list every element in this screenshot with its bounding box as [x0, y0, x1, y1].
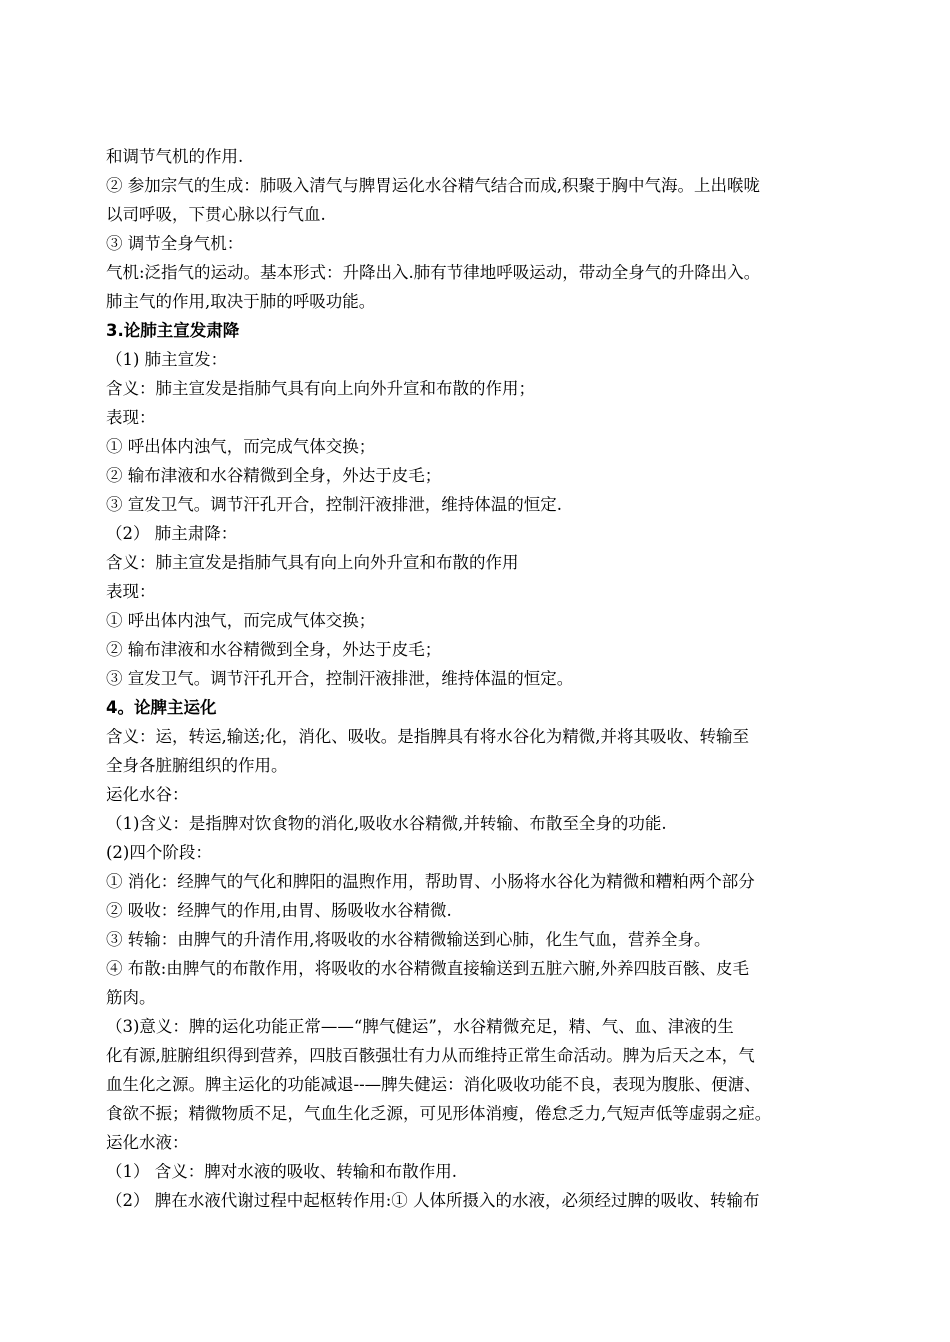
section-heading: 3.论肺主宣发肃降: [106, 321, 240, 340]
text-line: 筋肉。: [106, 988, 156, 1007]
text-line: （1） 含义：脾对水液的吸收、转输和布散作用.: [106, 1162, 457, 1181]
text-line: （1) 肺主宣发：: [106, 350, 228, 369]
text-line: 食欲不振；精微物质不足，气血生化乏源，可见形体消瘦，倦怠乏力,气短声低等虚弱之症。: [106, 1104, 772, 1123]
text-line: ① 消化：经脾气的气化和脾阳的温煦作用，帮助胃、小肠将水谷化为精微和糟粕两个部分: [106, 872, 755, 891]
text-line: 肺主气的作用,取决于肺的呼吸功能。: [106, 292, 376, 311]
text-line: 血生化之源。脾主运化的功能减退--—脾失健运：消化吸收功能不良，表现为腹胀、便溏、: [106, 1075, 761, 1094]
text-line: 含义：肺主宣发是指肺气具有向上向外升宣和布散的作用: [106, 553, 519, 572]
text-line: 含义：运，转运,输送;化，消化、吸收。是指脾具有将水谷化为精微,并将其吸收、转输至: [106, 727, 750, 746]
text-line: 气机:泛指气的运动。基本形式：升降出入.肺有节律地呼吸运动，带动全身气的升降出入。: [106, 263, 761, 282]
text-line: 运化水谷：: [106, 785, 189, 804]
text-line: 以司呼吸，下贯心脉以行气血.: [106, 205, 326, 224]
text-line: （2） 脾在水液代谢过程中起枢转作用:① 人体所摄入的水液，必须经过脾的吸收、转输布: [106, 1191, 760, 1210]
section-heading: 4。论脾主运化: [106, 698, 217, 717]
document-page: [106, 142, 886, 1215]
text-line: ① 呼出体内浊气，而完成气体交换；: [106, 611, 376, 630]
text-line: ① 呼出体内浊气，而完成气体交换；: [106, 437, 376, 456]
text-line: ② 吸收：经脾气的作用,由胃、肠吸收水谷精微.: [106, 901, 452, 920]
text-line: ④ 布散:由脾气的布散作用，将吸收的水谷精微直接输送到五脏六腑,外养四肢百骸、皮毛: [106, 959, 750, 978]
text-line: (2)四个阶段：: [106, 843, 212, 862]
text-line: ② 参加宗气的生成：肺吸入清气与脾胃运化水谷精气结合而成,积聚于胸中气海。上出喉咙: [106, 176, 760, 195]
text-line: ③ 宣发卫气。调节汗孔开合，控制汗液排泄，维持体温的恒定.: [106, 495, 562, 514]
text-line: ③ 调节全身气机：: [106, 234, 244, 253]
text-line: 和调节气机的作用.: [106, 147, 244, 166]
text-line: 全身各脏腑组织的作用。: [106, 756, 288, 775]
text-line: 含义：肺主宣发是指肺气具有向上向外升宣和布散的作用；: [106, 379, 535, 398]
text-line: ③ 转输：由脾气的升清作用,将吸收的水谷精微输送到心肺，化生气血，营养全身。: [106, 930, 711, 949]
text-line: 表现：: [106, 408, 156, 427]
text-line: （3)意义：脾的运化功能正常——“脾气健运”，水谷精微充足，精、气、血、津液的生: [106, 1017, 734, 1036]
text-line: 化有源,脏腑组织得到营养，四肢百骸强壮有力从而维持正常生命活动。脾为后天之本，气: [106, 1046, 755, 1065]
text-line: 表现：: [106, 582, 156, 601]
text-line: ② 输布津液和水谷精微到全身，外达于皮毛；: [106, 466, 442, 485]
text-line: 运化水液：: [106, 1133, 189, 1152]
text-line: ③ 宣发卫气。调节汗孔开合，控制汗液排泄，维持体温的恒定。: [106, 669, 574, 688]
text-line: （1)含义：是指脾对饮食物的消化,吸收水谷精微,并转输、布散至全身的功能.: [106, 814, 667, 833]
text-line: ② 输布津液和水谷精微到全身，外达于皮毛；: [106, 640, 442, 659]
text-line: （2） 肺主肃降：: [106, 524, 238, 543]
